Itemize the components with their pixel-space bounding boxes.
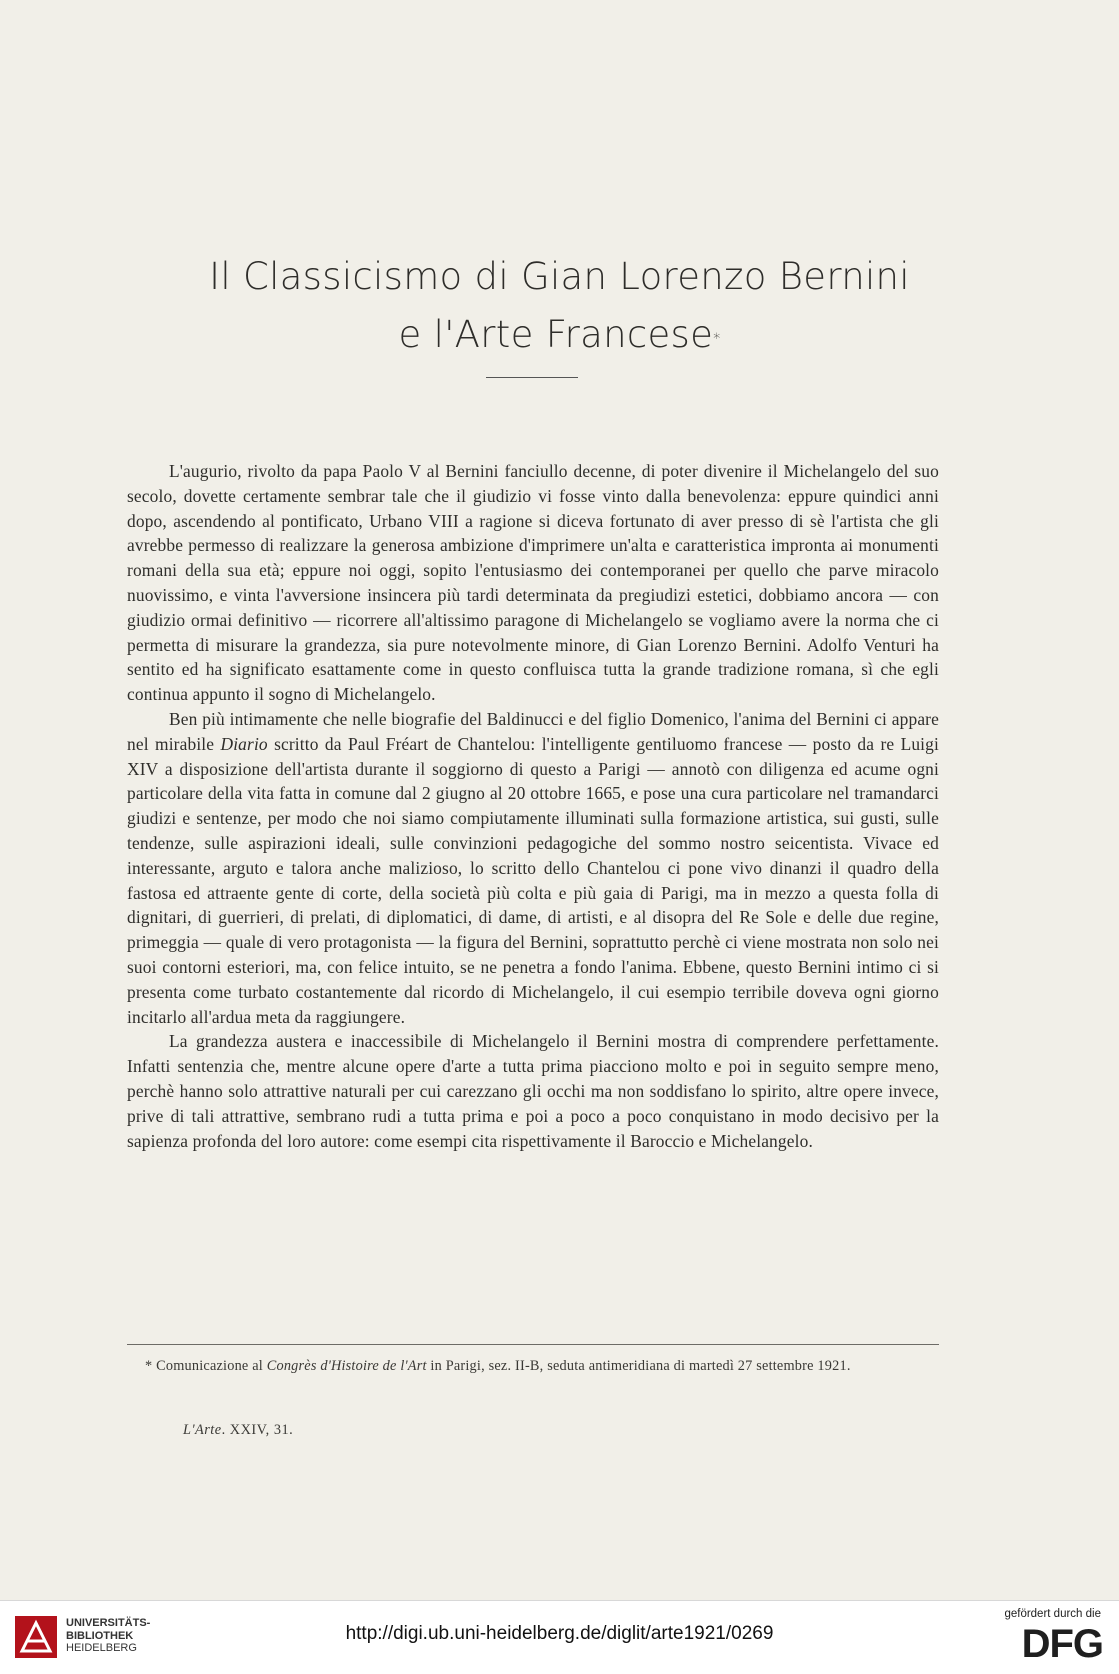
signature-ref: . XXIV, 31. — [221, 1422, 294, 1438]
footnote-mark: * — [145, 1358, 153, 1374]
footnote-text — [127, 1355, 939, 1377]
title-line-2 — [0, 306, 1119, 364]
paragraph-2-text-b: scritto da Paul Fréart de Chantelou: l'intelligente gentiluomo francese — posto da re Luigi XIV a disposizione dell'artista durante il soggiorno di questo a Parigi — annotò con diligenza ed acume ogni particolare della vita fatta in comune dal 2 giugno al 20 ottobre 1665, e pose una cura particolare nel tramandarci giudizi e sentenze, per modo che noi siamo compiutamente illuminati sulla formazione artistica, sui gusti, sulle tendenze, sulle aspirazioni ideali, sulle convinzioni pedagogiche del sommo nostro seicentista. Vivace ed interessante, arguto e talora anche malizioso, lo scritto dello Chantelou ci pone vivo dinanzi il quadro della fastosa ed attraente gente di corte, della società più colta e più gaia di Parigi, ma in mezzo a questa folla di dignitari, di guerrieri, di prelati, di diplomatici, di dame, di artisti, e al disopra del Re Sole e delle due regine, primeggia — quale di vero protagonista — la figura del Bernini, soprattutto perchè ci viene mostrata non solo nei suoi contorni esteriori, ma, con felice intuito, se ne penetra a fondo l'anima. Ebbene, questo Bernini intimo ci si presenta come turbato costantemente dal ricordo di Michelangelo, il cui esempio terribile doveva ogni giorno incitarlo all'ardua meta da raggiungere. — [127, 733, 939, 1027]
title-footnote-mark: * — [713, 331, 721, 347]
footer-bar — [0, 1600, 1119, 1674]
diario-italic: Diario — [220, 733, 268, 754]
footnote-text-b: in Parigi, sez. II-B, seduta antimeridiana di martedì 27 settembre 1921. — [426, 1358, 851, 1374]
title-line-1: Il Classicismo di Gian Lorenzo Bernini — [209, 255, 910, 298]
library-line-3: HEIDELBERG — [66, 1642, 137, 1654]
footnote — [127, 1355, 939, 1377]
footnote-text-a: Comunicazione al — [152, 1358, 267, 1374]
page-signature — [183, 1422, 293, 1439]
congress-italic: Congrès d'Histoire de l'Art — [266, 1358, 427, 1374]
footnote-divider — [127, 1344, 939, 1345]
article-title — [0, 248, 1119, 364]
library-line-1: UNIVERSITÄTS- — [66, 1617, 151, 1629]
sponsor-label: gefördert durch die — [1004, 1608, 1101, 1620]
page-url-link[interactable]: http://digi.ub.uni-heidelberg.de/diglit/arte1921/0269 — [345, 1623, 774, 1644]
paragraph-3: La grandezza austera e inaccessibile di Michelangelo il Bernini mostra di comprendere perfettamente. Infatti sentenzia che, mentre alcune opere d'arte a tutta prima piacciono molto e poi in seguito sempre meno, perchè hanno solo attrattive naturali per cui carezzano gli occhi ma non soddisfano lo spirito, altre opere invece, prive di tali attrattive, sembrano rudi a tutta prima e poi a poco a poco conquistano in modo decisivo per la sapienza profonda del loro autore: come esempi cita rispettivamente il Baroccio e Michelangelo. — [127, 1031, 939, 1151]
title-divider — [486, 377, 578, 378]
dfg-logo: DFG — [1021, 1622, 1103, 1666]
paragraph-2-text-a: Ben più intimamente che nelle biografie del Baldinucci e del figlio Domenico, l'anima del Bernini ci appare nel mirabile — [127, 708, 939, 754]
title-line-2-text: e l'Arte Francese — [398, 313, 714, 356]
library-line-2: BIBLIOTHEK — [66, 1629, 134, 1642]
article-body — [127, 459, 939, 1153]
journal-name: L'Arte — [183, 1422, 222, 1438]
paragraph-1: L'augurio, rivolto da papa Paolo V al Bernini fanciullo decenne, di poter divenire il Michelangelo del suo secolo, dovette certamente sembrar tale che il giudizio vi fosse vinto dalla benevolenza: eppure quindici anni dopo, ascendendo al pontificato, Urbano VIII a ragione si diceva fortunato di aver presso di sè l'artista che gli avrebbe permesso di realizzare la generosa ambizione d'imprimere un'alta e caratteristica impronta ai monumenti romani della sua età; eppure noi oggi, sopito l'entusiasmo dei contemporanei per quello che parve miracolo nuovissimo, e vinta l'avversione insincera più tardi determinata da pregiudizi estetici, dobbiamo ancora — con giudizio ormai definitivo — ricorrere all'altissimo paragone di Michelangelo se vogliamo avere la norma che ci permetta di misurare la grandezza, sia pure notevolmente minore, di Gian Lorenzo Bernini. Adolfo Venturi ha sentito ed ha significato esattamente come in questo confluisca tutta la grande tradizione romana, sì che egli continua appunto il sogno di Michelangelo. — [127, 461, 939, 705]
paragraph-2 — [127, 707, 939, 1029]
